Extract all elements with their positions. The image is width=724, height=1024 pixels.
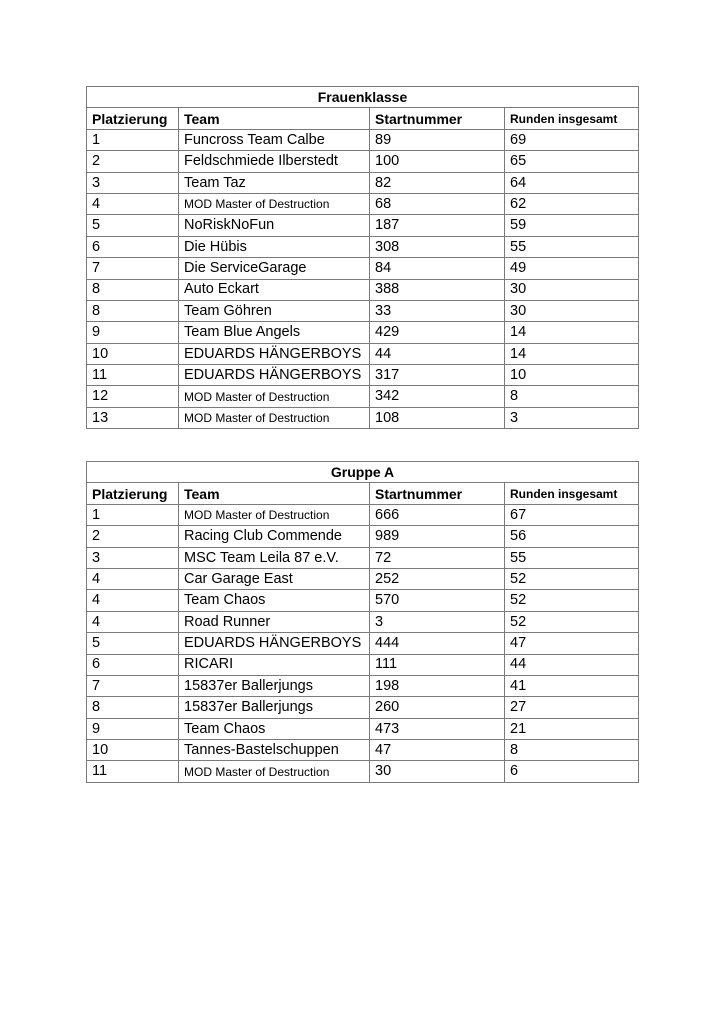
table-row — [87, 129, 639, 150]
team-cell: MOD Master of Destruction — [179, 386, 370, 407]
team-cell: Team Taz — [179, 172, 370, 193]
startnummer-cell: 429 — [370, 322, 505, 343]
team-cell: Funcross Team Calbe — [179, 129, 370, 150]
table-row — [87, 547, 639, 568]
table-title: Gruppe A — [87, 462, 639, 483]
table-row — [87, 407, 639, 428]
table-row — [87, 568, 639, 589]
table-header-row — [87, 108, 639, 129]
table-row — [87, 365, 639, 386]
platzierung-cell: 2 — [87, 151, 179, 172]
runden-cell: 14 — [505, 322, 639, 343]
platzierung-cell: 9 — [87, 322, 179, 343]
column-header-runden: Runden insgesamt — [505, 108, 639, 129]
runden-cell: 8 — [505, 386, 639, 407]
startnummer-cell: 388 — [370, 279, 505, 300]
startnummer-cell: 666 — [370, 504, 505, 525]
team-cell: Car Garage East — [179, 568, 370, 589]
table-row — [87, 740, 639, 761]
team-cell: 15837er Ballerjungs — [179, 675, 370, 696]
startnummer-cell: 252 — [370, 568, 505, 589]
team-cell: MOD Master of Destruction — [179, 407, 370, 428]
startnummer-cell: 260 — [370, 697, 505, 718]
startnummer-cell: 47 — [370, 740, 505, 761]
team-cell: MSC Team Leila 87 e.V. — [179, 547, 370, 568]
startnummer-cell: 187 — [370, 215, 505, 236]
startnummer-cell: 89 — [370, 129, 505, 150]
platzierung-cell: 7 — [87, 258, 179, 279]
platzierung-cell: 1 — [87, 129, 179, 150]
platzierung-cell: 3 — [87, 172, 179, 193]
startnummer-cell: 68 — [370, 193, 505, 214]
platzierung-cell: 10 — [87, 343, 179, 364]
runden-cell: 55 — [505, 236, 639, 257]
platzierung-cell: 1 — [87, 504, 179, 525]
column-header-runden: Runden insgesamt — [505, 483, 639, 504]
runden-cell: 52 — [505, 590, 639, 611]
table-row — [87, 386, 639, 407]
team-cell: MOD Master of Destruction — [179, 504, 370, 525]
platzierung-cell: 12 — [87, 386, 179, 407]
column-header-team: Team — [179, 483, 370, 504]
startnummer-cell: 473 — [370, 718, 505, 739]
startnummer-cell: 33 — [370, 300, 505, 321]
runden-cell: 65 — [505, 151, 639, 172]
platzierung-cell: 11 — [87, 761, 179, 782]
team-cell: Racing Club Commende — [179, 526, 370, 547]
startnummer-cell: 108 — [370, 407, 505, 428]
platzierung-cell: 9 — [87, 718, 179, 739]
platzierung-cell: 13 — [87, 407, 179, 428]
startnummer-cell: 72 — [370, 547, 505, 568]
startnummer-cell: 84 — [370, 258, 505, 279]
startnummer-cell: 82 — [370, 172, 505, 193]
table-row — [87, 761, 639, 782]
team-cell: Tannes-Bastelschuppen — [179, 740, 370, 761]
team-cell: 15837er Ballerjungs — [179, 697, 370, 718]
runden-cell: 59 — [505, 215, 639, 236]
runden-cell: 69 — [505, 129, 639, 150]
startnummer-cell: 111 — [370, 654, 505, 675]
platzierung-cell: 7 — [87, 675, 179, 696]
runden-cell: 52 — [505, 568, 639, 589]
platzierung-cell: 11 — [87, 365, 179, 386]
startnummer-cell: 444 — [370, 633, 505, 654]
platzierung-cell: 3 — [87, 547, 179, 568]
runden-cell: 64 — [505, 172, 639, 193]
startnummer-cell: 342 — [370, 386, 505, 407]
table-row — [87, 697, 639, 718]
runden-cell: 3 — [505, 407, 639, 428]
platzierung-cell: 2 — [87, 526, 179, 547]
runden-cell: 14 — [505, 343, 639, 364]
runden-cell: 55 — [505, 547, 639, 568]
column-header-startnummer: Startnummer — [370, 483, 505, 504]
team-cell: Feldschmiede Ilberstedt — [179, 151, 370, 172]
startnummer-cell: 308 — [370, 236, 505, 257]
platzierung-cell: 8 — [87, 279, 179, 300]
team-cell: RICARI — [179, 654, 370, 675]
table-row — [87, 258, 639, 279]
table-row — [87, 526, 639, 547]
table-row — [87, 151, 639, 172]
column-header-team: Team — [179, 108, 370, 129]
startnummer-cell: 44 — [370, 343, 505, 364]
runden-cell: 56 — [505, 526, 639, 547]
runden-cell: 8 — [505, 740, 639, 761]
column-header-platzierung: Platzierung — [87, 108, 179, 129]
runden-cell: 49 — [505, 258, 639, 279]
frauenklasse-table — [86, 86, 639, 429]
startnummer-cell: 198 — [370, 675, 505, 696]
table-row — [87, 322, 639, 343]
platzierung-cell: 5 — [87, 215, 179, 236]
team-cell: Team Blue Angels — [179, 322, 370, 343]
table-row — [87, 193, 639, 214]
startnummer-cell: 570 — [370, 590, 505, 611]
table-row — [87, 675, 639, 696]
runden-cell: 47 — [505, 633, 639, 654]
platzierung-cell: 6 — [87, 654, 179, 675]
startnummer-cell: 3 — [370, 611, 505, 632]
startnummer-cell: 100 — [370, 151, 505, 172]
table-row — [87, 172, 639, 193]
startnummer-cell: 989 — [370, 526, 505, 547]
runden-cell: 6 — [505, 761, 639, 782]
table-row — [87, 633, 639, 654]
runden-cell: 41 — [505, 675, 639, 696]
table-row — [87, 718, 639, 739]
table-row — [87, 343, 639, 364]
table-row — [87, 236, 639, 257]
platzierung-cell: 4 — [87, 611, 179, 632]
runden-cell: 30 — [505, 300, 639, 321]
runden-cell: 30 — [505, 279, 639, 300]
table-header-row — [87, 483, 639, 504]
runden-cell: 67 — [505, 504, 639, 525]
table-title-row — [87, 462, 639, 483]
table-row — [87, 300, 639, 321]
table-row — [87, 215, 639, 236]
team-cell: Die ServiceGarage — [179, 258, 370, 279]
column-header-platzierung: Platzierung — [87, 483, 179, 504]
platzierung-cell: 8 — [87, 300, 179, 321]
runden-cell: 62 — [505, 193, 639, 214]
table-title: Frauenklasse — [87, 87, 639, 108]
table-title-row — [87, 87, 639, 108]
platzierung-cell: 5 — [87, 633, 179, 654]
table-row — [87, 590, 639, 611]
team-cell: Team Chaos — [179, 718, 370, 739]
column-header-startnummer: Startnummer — [370, 108, 505, 129]
runden-cell: 52 — [505, 611, 639, 632]
table-row — [87, 504, 639, 525]
platzierung-cell: 8 — [87, 697, 179, 718]
runden-cell: 21 — [505, 718, 639, 739]
team-cell: NoRiskNoFun — [179, 215, 370, 236]
platzierung-cell: 4 — [87, 193, 179, 214]
table-row — [87, 611, 639, 632]
team-cell: Auto Eckart — [179, 279, 370, 300]
team-cell: Road Runner — [179, 611, 370, 632]
team-cell: EDUARDS HÄNGERBOYS — [179, 633, 370, 654]
startnummer-cell: 317 — [370, 365, 505, 386]
team-cell: Team Göhren — [179, 300, 370, 321]
team-cell: Team Chaos — [179, 590, 370, 611]
runden-cell: 44 — [505, 654, 639, 675]
runden-cell: 10 — [505, 365, 639, 386]
table-row — [87, 279, 639, 300]
platzierung-cell: 6 — [87, 236, 179, 257]
platzierung-cell: 4 — [87, 590, 179, 611]
team-cell: MOD Master of Destruction — [179, 193, 370, 214]
team-cell: EDUARDS HÄNGERBOYS — [179, 365, 370, 386]
platzierung-cell: 4 — [87, 568, 179, 589]
platzierung-cell: 10 — [87, 740, 179, 761]
table-row — [87, 654, 639, 675]
team-cell: MOD Master of Destruction — [179, 761, 370, 782]
gruppe-a-table — [86, 461, 639, 783]
runden-cell: 27 — [505, 697, 639, 718]
team-cell: Die Hübis — [179, 236, 370, 257]
team-cell: EDUARDS HÄNGERBOYS — [179, 343, 370, 364]
startnummer-cell: 30 — [370, 761, 505, 782]
